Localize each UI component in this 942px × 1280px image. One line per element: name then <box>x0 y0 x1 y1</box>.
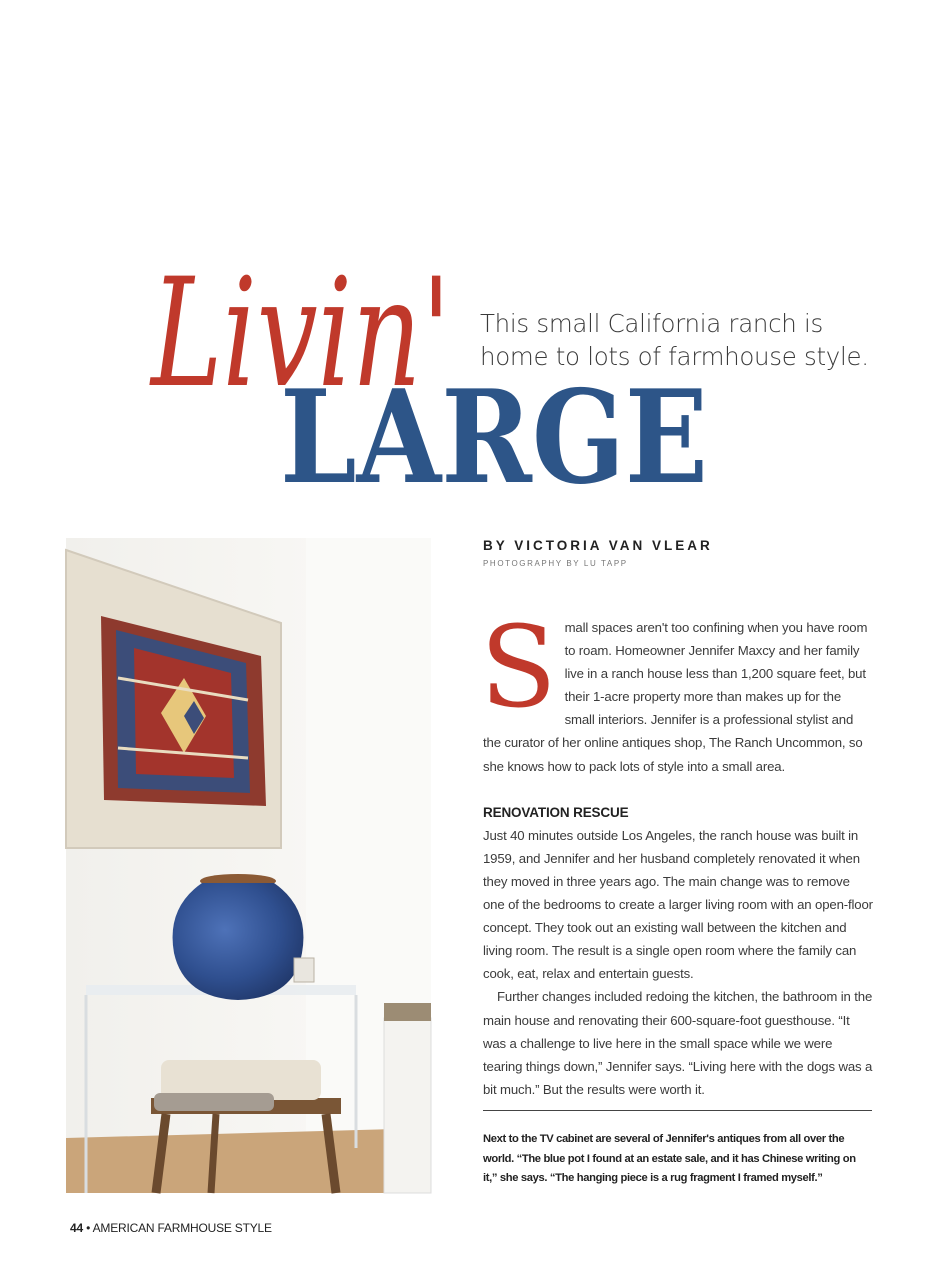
page-number: 44 <box>70 1221 83 1235</box>
paragraph-2: Further changes included redoing the kitchen, the bathroom in the main house and renovating their 600-square-foot guesthouse. “It was a challenge to live here in the small space while we were tearing things down,” Jennifer says. “Living here with the dogs was a bit much.” But the results were worth it. <box>483 989 873 1097</box>
title-script-text: Livin' <box>148 247 452 421</box>
title-large <box>280 363 720 513</box>
photo-caption: Next to the TV cabinet are several of Jennifer's antiques from all over the world. “The blue pot I found at an estate sale, and it has Chinese writing on it,” she says. “The hanging piece is a rug fragment I framed myself.” <box>483 1133 856 1184</box>
paragraph-1: Just 40 minutes outside Los Angeles, the ranch house was built in 1959, and Jennifer and her husband completely renovated it when they moved in three years ago. The main change was to remove one of the bedrooms to create a larger living room with an open-floor concept. They took out an existing wall between the kitchen and living room. The result is a single open room where the family can cook, eat, relax and entertain guests. <box>483 827 873 982</box>
section-subhead: RENOVATION RESCUE <box>483 804 629 820</box>
intro-paragraph <box>480 603 873 778</box>
intro-text: mall spaces aren't too confining when you have room to roam. Homeowner Jennifer Maxcy and her family live in a ranch house less than 1,200 square feet, but their 1-acre property more than makes up for the small interiors. Jennifer is a professional stylist and the curator of her online antiques shop, The Ranch Uncommon, so she knows how to pack lots of style into a small area. <box>483 620 868 774</box>
interior-photo-illustration <box>66 538 431 1193</box>
drop-cap: S <box>480 603 557 733</box>
interior-photo <box>66 538 431 1193</box>
photo-credit: PHOTOGRAPHY BY LU TAPP <box>483 559 628 568</box>
byline: BY VICTORIA VAN VLEAR <box>483 538 713 553</box>
caption-divider <box>483 1110 872 1111</box>
folio <box>70 1221 272 1235</box>
deck-subtitle: This small California ranch is home to lots of farmhouse style. <box>480 309 869 371</box>
title-large-text: LARGE <box>280 363 708 513</box>
article-body <box>480 603 873 1101</box>
folio-separator: • <box>86 1221 91 1235</box>
publication-name: AMERICAN FARMHOUSE STYLE <box>92 1221 272 1235</box>
